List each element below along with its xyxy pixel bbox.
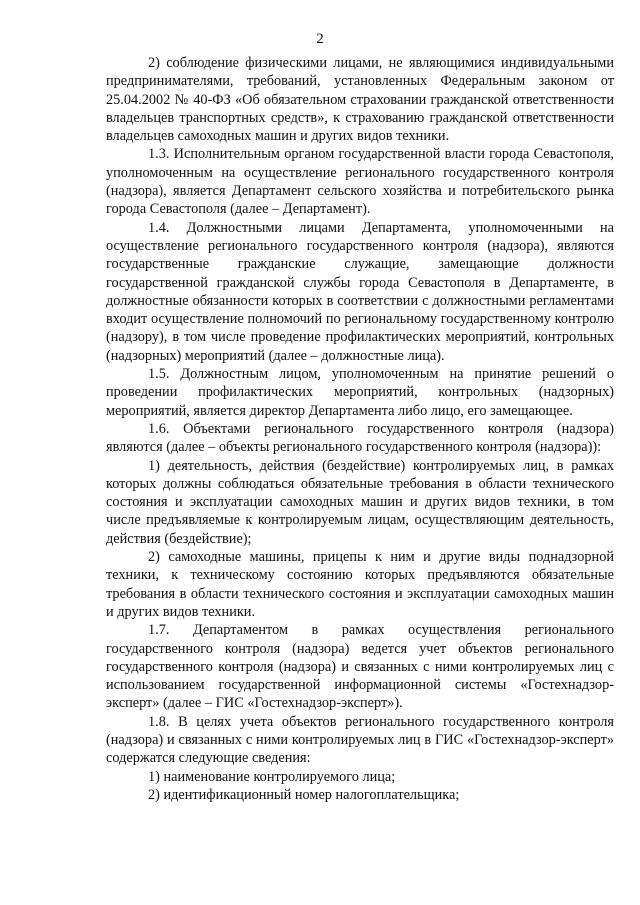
- paragraph-1-5: 1.5. Должностным лицом, уполномоченным на принятие решений о проведении профилактических мероприятий, контрольных (надзорных) мероприятий, является директор Департамента либо лицо, его замещающее.: [106, 366, 614, 419]
- paragraph-item-2-insurance: 2) соблюдение физическими лицами, не являющимися индивидуальными предпринимателями, требований, установленных Федеральным законом от 25.04.2002 № 40-ФЗ «Об обязательном страховании гражданской ответственности владельцев транспортных средств», к страхованию гражданской ответственности владельцев самоходных машин и других видов техники.: [106, 55, 614, 145]
- paragraph-1-4: 1.4. Должностными лицами Департамента, уполномоченными на осуществление регионального государственного контроля (надзора), являются государственные гражданские служащие, замещающие должности государственной гражданской службы города Севастополя в Департаменте, в должностные обязанности которых в соответствии с должностными регламентами входит осуществление полномочий по региональному государственному контролю (надзору), в том числе проведение профилактических мероприятий, контрольных (надзорных) мероприятий (далее – должностные лица).: [106, 219, 614, 364]
- paragraph-1-7: 1.7. Департаментом в рамках осуществления регионального государственного контроля (надзора) ведется учет объектов регионального государственного контроля (надзора) и связанных с ними контролируемых лиц с использованием государственной информационной системы «Гостехнадзор-эксперт» (далее – ГИС «Гостехнадзор-эксперт»).: [106, 622, 614, 712]
- paragraph-1-6: 1.6. Объектами регионального государственного контроля (надзора) являются (далее – объекты регионального государственного контроля (надзора)):: [106, 420, 614, 456]
- paragraph-1-8-item-2: 2) идентификационный номер налогоплательщика;: [148, 786, 460, 803]
- paragraph-1-6-item-2: 2) самоходные машины, прицепы к ним и другие виды поднадзорной техники, к техническому состоянию которых предъявляются обязательные требования в области технического состояния и эксплуатации самоходных машин и других видов техники.: [106, 549, 614, 620]
- paragraph-1-6-item-1: 1) деятельность, действия (бездействие) контролируемых лиц, в рамках которых должны соблюдаться обязательные требования в области технического состояния и эксплуатации самоходных машин и других видов техники, в том числе предъявляемые к контролируемым лицам, осуществляющим деятельность, действия (бездействие);: [106, 457, 614, 547]
- paragraph-1-8: 1.8. В целях учета объектов регионального государственного контроля (надзора) и связанных с ними контролируемых лиц в ГИС «Гостехнадзор-эксперт» содержатся следующие сведения:: [106, 713, 614, 767]
- paragraph-1-3: 1.3. Исполнительным органом государственной власти города Севастополя, уполномоченным на осуществление регионального государственного контроля (надзора), является Департамент сельского хозяйства и потребительского рынка города Севастополя (далее – Департамент).: [106, 146, 614, 218]
- document-body: [106, 54, 614, 804]
- page-number: 2: [316, 31, 324, 47]
- paragraph-1-8-item-1: 1) наименование контролируемого лица;: [148, 768, 396, 785]
